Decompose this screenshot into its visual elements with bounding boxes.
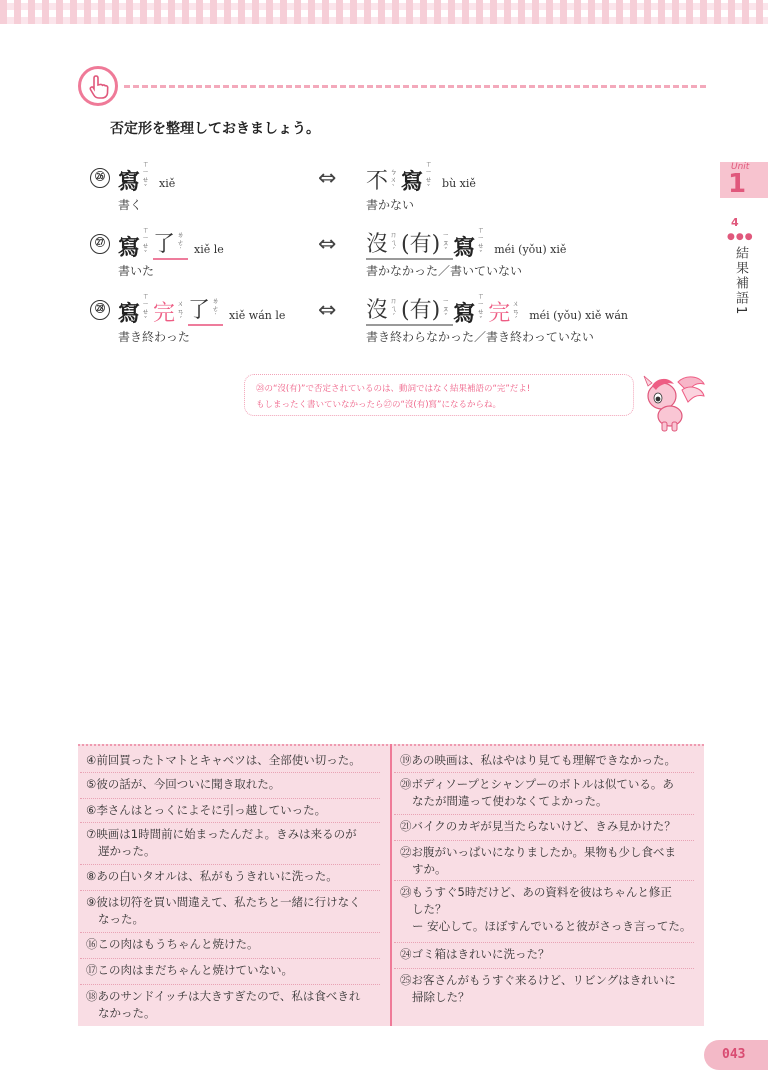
- exercise-text: 彼は切符を買い間違えて、私たちと一緒に行けなく: [96, 895, 361, 909]
- exercise-text: バイクのカギが見当たらないけど、きみ見かけた？: [411, 819, 676, 833]
- exercise-separator: [80, 958, 380, 959]
- exercise-text: もうすぐ5時だけど、あの資料を彼はちゃんと修正: [411, 885, 672, 899]
- lesson-title: 結果補語1: [733, 246, 748, 317]
- exercise-item: [86, 894, 361, 928]
- note-line-1: ㉘の“沒(有)”で否定されているのは、動詞ではなく結果補語の“完”だよ!: [256, 384, 531, 394]
- exercise-separator: [80, 984, 380, 985]
- lesson-dots: ●●●: [727, 232, 754, 242]
- exercise-number: ㉓: [400, 885, 412, 899]
- exercise-number: ⑥: [86, 803, 97, 817]
- exercise-number: ⑧: [86, 869, 97, 883]
- exercise-number: ⑯: [86, 937, 98, 951]
- example-number: ㉗: [90, 234, 110, 254]
- zhuyin: ㄅㄨˋ: [390, 168, 398, 192]
- hanzi: 了: [188, 298, 211, 323]
- exercise-item: [400, 818, 676, 835]
- hanzi: 沒: [366, 298, 389, 323]
- exercise-item: [400, 946, 550, 963]
- zhuyin: ㄨㄢˊ: [177, 300, 185, 324]
- japanese-meaning: 書かない: [366, 198, 415, 212]
- exercise-number: ⑦: [86, 827, 97, 841]
- example-number: ㉖: [90, 168, 110, 188]
- hanzi: 不: [366, 169, 389, 194]
- zhuyin: ㄧㄡˇ: [442, 231, 450, 255]
- exercise-number: ㉒: [400, 845, 412, 859]
- example-number: ㉘: [90, 300, 110, 320]
- exercise-separator: [80, 864, 380, 865]
- japanese-meaning: 書いた: [118, 264, 155, 278]
- exercise-text: ー 安心して。ほぼすんでいると彼がさっき言ってた。: [412, 919, 692, 933]
- exercise-number: ⑳: [400, 777, 412, 791]
- exercise-item: [86, 826, 357, 860]
- exercise-separator: [394, 814, 694, 815]
- pony-mascot-icon: [638, 372, 706, 438]
- japanese-meaning: 書く: [118, 198, 143, 212]
- japanese-meaning: 書かなかった／書いていない: [366, 264, 523, 278]
- page-number: 043: [722, 1047, 746, 1062]
- intro-text: 否定形を整理しておきましょう。: [110, 121, 320, 137]
- underlined-particle: [153, 231, 188, 260]
- heading-dashed-divider: [124, 85, 706, 88]
- exercise-text: 李さんはとっくによそに引っ越していった。: [96, 803, 327, 817]
- exercise-separator: [80, 798, 380, 799]
- exercise-separator: [394, 840, 694, 841]
- exercise-item: [86, 752, 361, 769]
- exercise-separator: [394, 772, 694, 773]
- exercise-text: なたが間違って使わなくてよかった。: [412, 794, 608, 808]
- hanzi: 寫: [118, 235, 141, 261]
- exercise-text: あのサンドイッチは大きすぎたので、私は食べきれ: [97, 989, 361, 1003]
- example-row-26: [0, 160, 768, 226]
- exercise-number: ㉔: [400, 947, 412, 961]
- hanzi: 寫: [118, 169, 141, 195]
- exercise-item: [86, 988, 360, 1022]
- exercise-text: 遅かった。: [98, 844, 156, 858]
- unit-number: 1: [728, 169, 747, 199]
- hanzi: 了: [153, 232, 176, 257]
- exercise-text: なかった。: [98, 1006, 156, 1020]
- exercise-separator: [80, 932, 380, 933]
- example-row-27: [0, 226, 768, 292]
- zhuyin: ㄨㄢˊ: [512, 300, 520, 324]
- affirmative-form: [118, 226, 224, 261]
- exercise-item: [86, 962, 293, 979]
- exercise-text: 前回買ったトマトとキャベツは、全部使い切った。: [96, 753, 361, 767]
- exercise-separator: [394, 968, 694, 969]
- hanzi: 寫: [453, 301, 476, 327]
- underlined-particle: [188, 297, 223, 326]
- exercise-separator: [394, 942, 694, 943]
- exercise-text: この肉はもうちゃんと焼けた。: [97, 937, 259, 951]
- zhuyin: ㄒㄧㄝˇ: [477, 292, 485, 324]
- zhuyin: ㄒㄧㄝˇ: [142, 292, 150, 324]
- pinyin: xiě le: [194, 243, 224, 256]
- pinyin: méi (yǒu) xiě: [494, 243, 567, 256]
- exercise-text: 映画は1時間前に始まったんだよ。きみは来るのが: [96, 827, 357, 841]
- underlined-negation: [366, 231, 453, 260]
- japanese-meaning: 書き終わらなかった／書き終わっていない: [366, 330, 594, 344]
- exercise-item: [86, 802, 326, 819]
- exercise-number: ⑤: [86, 777, 97, 791]
- double-arrow-icon: ⇔: [318, 232, 337, 257]
- exercise-item: [400, 884, 691, 935]
- exercise-item: [86, 776, 280, 793]
- exercise-item: [400, 752, 676, 769]
- zhuyin: ㄒㄧㄝˇ: [425, 160, 433, 192]
- exercise-text: なった。: [98, 912, 144, 926]
- hanzi-complement: 完: [488, 301, 511, 326]
- exercise-item: [400, 844, 676, 878]
- exercise-number: ⑰: [86, 963, 98, 977]
- hanzi: 沒: [366, 232, 389, 257]
- example-row-28: [0, 292, 768, 358]
- exercise-item: [86, 868, 338, 885]
- exercise-text: すか。: [412, 862, 447, 876]
- negative-form: [366, 160, 476, 195]
- double-arrow-icon: ⇔: [318, 298, 337, 323]
- pointing-hand-icon: [78, 66, 118, 106]
- negative-form: [366, 292, 628, 327]
- panel-column-divider: [390, 744, 392, 1026]
- page-number-tab: [704, 1040, 768, 1070]
- exercise-text: お客さんがもうすぐ来るけど、リビングはきれいに: [411, 973, 676, 987]
- exercise-text: ゴミ箱はきれいに洗った？: [411, 947, 550, 961]
- exercise-text: この肉はまだちゃんと焼けていない。: [97, 963, 293, 977]
- pinyin: méi (yǒu) xiě wán: [529, 309, 628, 322]
- exercise-text: 彼の話が、今回ついに聞き取れた。: [96, 777, 281, 791]
- exercise-text: 掃除した？: [412, 990, 470, 1004]
- zhuyin: ㄧㄡˇ: [442, 297, 450, 321]
- affirmative-form: [118, 160, 176, 195]
- unit-word: Unit: [731, 162, 750, 172]
- exercise-text: あの白いタオルは、私がもうきれいに洗った。: [96, 869, 338, 883]
- zhuyin: ㄒㄧㄝˇ: [142, 226, 150, 258]
- pinyin: bù xiě: [442, 177, 476, 190]
- zhuyin: ㄒㄧㄝˇ: [477, 226, 485, 258]
- exercise-item: [86, 936, 259, 953]
- zhuyin: ㄌㄜ˙: [212, 297, 220, 321]
- exercise-number: ㉕: [400, 973, 412, 987]
- exercise-item: [400, 776, 674, 810]
- exercise-text: お腹がいっぱいになりましたか。果物も少し食べま: [411, 845, 676, 859]
- exercise-text: あの映画は、私はやはり見ても理解できなかった。: [411, 753, 676, 767]
- exercise-item: [400, 972, 676, 1006]
- lesson-number: 4: [731, 216, 739, 229]
- top-checker-strip: [0, 0, 768, 24]
- exercise-separator: [394, 880, 694, 881]
- hanzi: 寫: [118, 301, 141, 327]
- hanzi: (有): [401, 232, 441, 257]
- note-line-2: もしまったく書いていなかったら㉗の“沒(有)寫”になるからね。: [256, 400, 501, 410]
- underlined-negation: [366, 297, 453, 326]
- zhuyin: ㄒㄧㄝˇ: [142, 160, 150, 192]
- zhuyin: ㄇㄟˊ: [390, 297, 398, 321]
- exercise-text: ボディソープとシャンプーのボトルは似ている。あ: [411, 777, 674, 791]
- pinyin: xiě wán le: [229, 309, 286, 322]
- zhuyin: ㄌㄜ˙: [177, 231, 185, 255]
- exercise-number: ⑨: [86, 895, 97, 909]
- exercise-number: ⑲: [400, 753, 412, 767]
- affirmative-form: [118, 292, 286, 327]
- exercise-text: した？: [412, 902, 447, 916]
- exercise-separator: [80, 890, 380, 891]
- exercise-number: ⑱: [86, 989, 98, 1003]
- exercise-number: ④: [86, 753, 97, 767]
- double-arrow-icon: ⇔: [318, 166, 337, 191]
- zhuyin: ㄇㄟˊ: [390, 231, 398, 255]
- negative-form: [366, 226, 567, 261]
- hanzi: 寫: [453, 235, 476, 261]
- exercise-number: ㉑: [400, 819, 412, 833]
- japanese-meaning: 書き終わった: [118, 330, 190, 344]
- pinyin: xiě: [159, 177, 176, 190]
- hanzi: (有): [401, 298, 441, 323]
- exercise-separator: [80, 822, 380, 823]
- hanzi: 寫: [401, 169, 424, 195]
- exercise-separator: [80, 772, 380, 773]
- hanzi-complement: 完: [153, 301, 176, 326]
